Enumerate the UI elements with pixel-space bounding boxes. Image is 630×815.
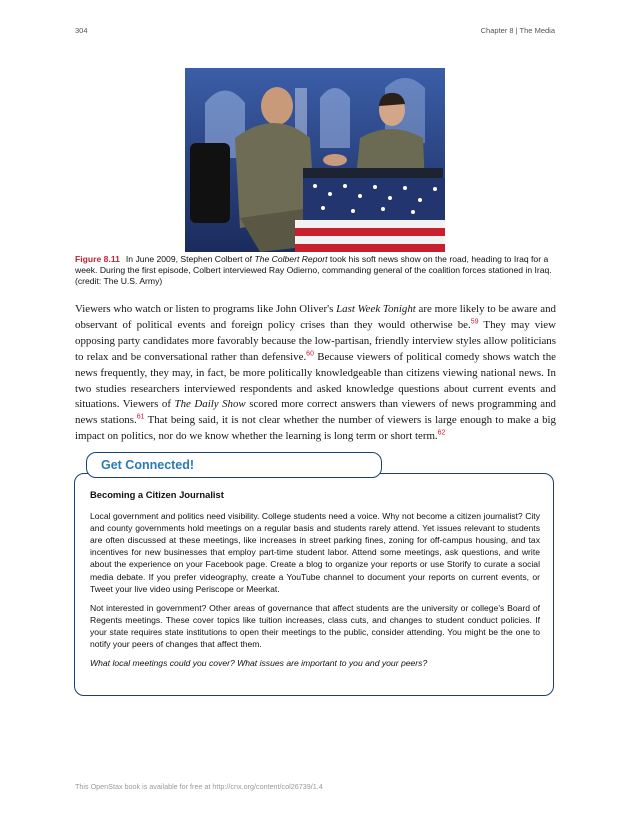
- chapter-title: Chapter 8 | The Media: [480, 26, 555, 35]
- footnote-ref[interactable]: 60: [306, 350, 314, 358]
- show-title: The Colbert Report: [254, 254, 328, 264]
- box-paragraph: Local government and politics need visibility. College students need a voice. Why not become a citizen journalist? City and county governments hold meetings on a regular basis and students rarely attend. Yet issues relevant to students are often discussed at these meetings, like increases in street parking fines, zoning for off-campus housing, and tax incentives for new businesses that employ part-time student labor. Attend some meetings, ask questions, and write about the experience on your Facebook page. Create a blog to organize your reports or use Storify to curate a social media debate. If you prefer videography, create a YouTube channel to document your reports on current events, or Tweet your live video using Periscope or Meerkat.: [90, 511, 540, 594]
- footer-text: This OpenStax book is available for free at http://cnx.org/content/col26739/1.4: [75, 782, 323, 791]
- footnote-ref[interactable]: 62: [437, 429, 446, 437]
- box-question: What local meetings could you cover? What issues are important to you and your peers?: [90, 658, 428, 669]
- body-paragraph: Viewers who watch or listen to programs like John Oliver's Last Week Tonight are more likely to be aware and observant of political events and foreign policy crises than they would otherwise be.$^{59}$ They may view opposing party candidates more favorably because the low-partisan, friendly interview styles allow politicians to relax and be conversational rather than defensive.$^{60}$ Because viewers of political comedy shows watch the news frequently, they may, in fact, be more politically knowledgeable than citizens viewing national news. In two studies researchers interviewed respondents and asked knowledge questions about current events and situations. Viewers of The Daily Show scored more correct answers than viewers of news programming and news stations.$^{61}$ That being said, it is not clear whether the number of viewers is large enough to make a big impact on politics, nor do we know whether the learning is long term or short term.$^{62}$: [75, 303, 557, 443]
- figure-caption: Figure 8.11 In June 2009, Stephen Colbert of The Colbert Report took his soft news show on the road, heading to Iraq for a week. During the first episode, Colbert interviewed Ray Odierno, commanding general of the coalition forces stationed in Iraq. (credit: The U.S. Army): [75, 254, 552, 287]
- footnote-ref[interactable]: 59: [470, 318, 479, 326]
- figure-label: Figure 8.11: [75, 254, 120, 264]
- page-number: 304: [75, 26, 88, 35]
- box-content: [90, 489, 540, 669]
- box-heading: Becoming a Citizen Journalist: [90, 489, 224, 500]
- box-title: Get Connected!: [101, 458, 195, 472]
- box-paragraph: Not interested in government? Other areas of governance that affect students are the university or college's Board of Regents meetings. These cover topics like tuition increases, class cuts, and changes to student conduct policies. If your state requires state institutions to open their meetings to the public, consider attending. You might be the one to notify your peers of changes that affect them.: [90, 602, 540, 650]
- figure-photo: [185, 68, 445, 252]
- get-connected-tab: [86, 452, 382, 478]
- footnote-ref[interactable]: 61: [136, 413, 145, 421]
